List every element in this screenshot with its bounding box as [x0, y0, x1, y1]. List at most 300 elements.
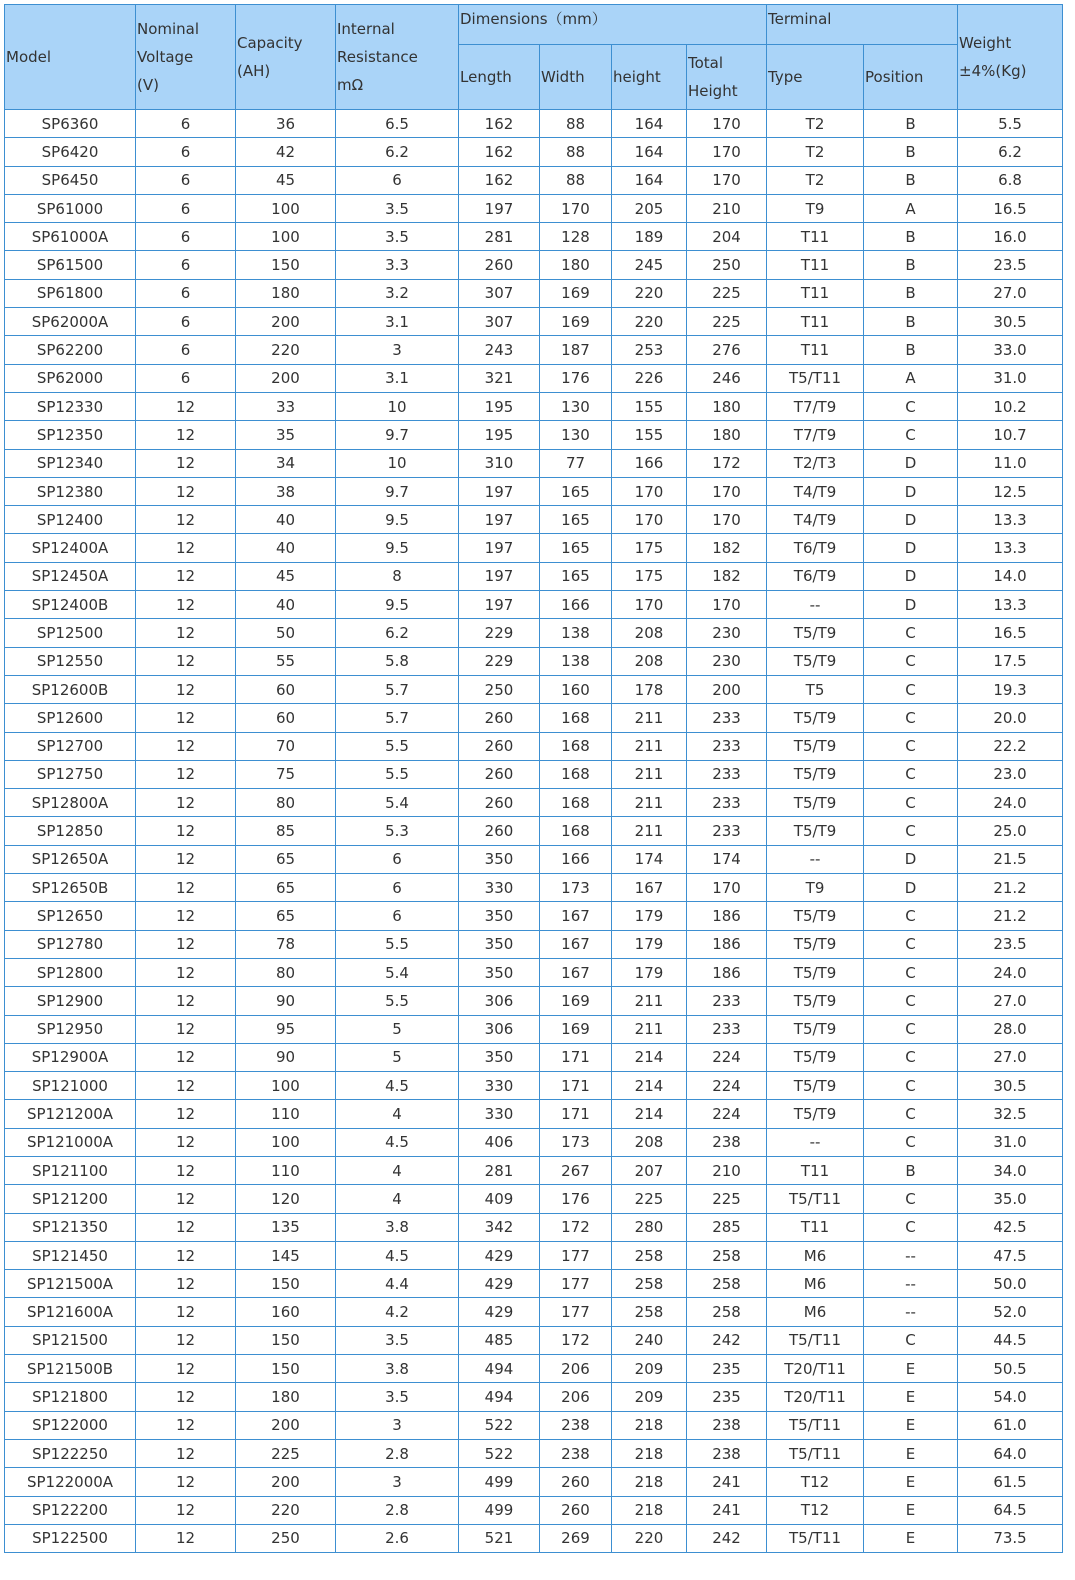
- cell-total-height: 170: [687, 477, 767, 505]
- table-row: [5, 874, 1063, 902]
- cell-weight: 13.3: [958, 506, 1063, 534]
- cell-internal-resistance: 5.7: [336, 675, 459, 703]
- cell-nominal-voltage: 12: [136, 1270, 236, 1298]
- cell-internal-resistance: 3.8: [336, 1213, 459, 1241]
- table-row: [5, 1298, 1063, 1326]
- header-dimensions: Dimensions（mm）: [459, 5, 767, 45]
- header-height: height: [612, 45, 687, 110]
- table-row: [5, 223, 1063, 251]
- table-row: [5, 704, 1063, 732]
- cell-model: SP12650B: [5, 874, 136, 902]
- cell-internal-resistance: 8: [336, 562, 459, 590]
- cell-model: SP12780: [5, 930, 136, 958]
- cell-width: 168: [540, 817, 612, 845]
- cell-width: 260: [540, 1496, 612, 1524]
- cell-weight: 61.5: [958, 1468, 1063, 1496]
- cell-terminal-type: T5/T9: [767, 1015, 864, 1043]
- table-row: [5, 675, 1063, 703]
- cell-total-height: 174: [687, 845, 767, 873]
- cell-nominal-voltage: 12: [136, 392, 236, 420]
- table-row: [5, 1383, 1063, 1411]
- table-row: [5, 1100, 1063, 1128]
- cell-internal-resistance: 3.1: [336, 308, 459, 336]
- cell-nominal-voltage: 12: [136, 647, 236, 675]
- cell-width: 168: [540, 789, 612, 817]
- cell-height: 211: [612, 732, 687, 760]
- header-length: Length: [459, 45, 540, 110]
- cell-model: SP12600B: [5, 675, 136, 703]
- cell-height: 208: [612, 647, 687, 675]
- cell-height: 280: [612, 1213, 687, 1241]
- cell-width: 88: [540, 166, 612, 194]
- cell-width: 171: [540, 1072, 612, 1100]
- cell-length: 429: [459, 1241, 540, 1269]
- cell-model: SP12750: [5, 760, 136, 788]
- cell-terminal-type: T5/T9: [767, 1100, 864, 1128]
- cell-model: SP12380: [5, 477, 136, 505]
- cell-width: 238: [540, 1439, 612, 1467]
- cell-width: 171: [540, 1043, 612, 1071]
- cell-length: 499: [459, 1468, 540, 1496]
- cell-internal-resistance: 4.4: [336, 1270, 459, 1298]
- cell-terminal-type: T5/T11: [767, 1439, 864, 1467]
- cell-weight: 16.5: [958, 619, 1063, 647]
- cell-model: SP12400A: [5, 534, 136, 562]
- cell-internal-resistance: 3.5: [336, 194, 459, 222]
- cell-internal-resistance: 5.5: [336, 930, 459, 958]
- cell-internal-resistance: 10: [336, 392, 459, 420]
- table-row: [5, 817, 1063, 845]
- cell-total-height: 235: [687, 1355, 767, 1383]
- cell-capacity: 100: [236, 194, 336, 222]
- cell-length: 406: [459, 1128, 540, 1156]
- cell-height: 211: [612, 987, 687, 1015]
- cell-weight: 11.0: [958, 449, 1063, 477]
- cell-terminal-type: T11: [767, 279, 864, 307]
- cell-total-height: 186: [687, 958, 767, 986]
- cell-model: SP6360: [5, 110, 136, 138]
- cell-nominal-voltage: 6: [136, 279, 236, 307]
- table-row: [5, 1072, 1063, 1100]
- cell-capacity: 180: [236, 1383, 336, 1411]
- cell-weight: 16.5: [958, 194, 1063, 222]
- cell-weight: 64.0: [958, 1439, 1063, 1467]
- table-row: [5, 138, 1063, 166]
- cell-length: 522: [459, 1439, 540, 1467]
- cell-nominal-voltage: 12: [136, 1213, 236, 1241]
- cell-nominal-voltage: 6: [136, 166, 236, 194]
- cell-total-height: 285: [687, 1213, 767, 1241]
- cell-total-height: 230: [687, 619, 767, 647]
- table-row: [5, 1411, 1063, 1439]
- cell-total-height: 210: [687, 1156, 767, 1184]
- cell-height: 179: [612, 902, 687, 930]
- cell-terminal-position: C: [864, 902, 958, 930]
- cell-model: SP121200A: [5, 1100, 136, 1128]
- cell-height: 208: [612, 619, 687, 647]
- cell-height: 170: [612, 591, 687, 619]
- cell-internal-resistance: 4: [336, 1100, 459, 1128]
- cell-internal-resistance: 5.4: [336, 789, 459, 817]
- cell-terminal-position: C: [864, 1072, 958, 1100]
- cell-total-height: 242: [687, 1326, 767, 1354]
- cell-nominal-voltage: 12: [136, 1100, 236, 1128]
- battery-spec-table: [4, 4, 1063, 1553]
- cell-height: 208: [612, 1128, 687, 1156]
- cell-width: 130: [540, 392, 612, 420]
- cell-total-height: 180: [687, 421, 767, 449]
- table-row: [5, 1213, 1063, 1241]
- cell-capacity: 34: [236, 449, 336, 477]
- cell-capacity: 150: [236, 251, 336, 279]
- cell-terminal-position: C: [864, 421, 958, 449]
- cell-height: 205: [612, 194, 687, 222]
- cell-weight: 23.5: [958, 930, 1063, 958]
- cell-terminal-type: T5/T9: [767, 1072, 864, 1100]
- cell-width: 267: [540, 1156, 612, 1184]
- cell-length: 307: [459, 308, 540, 336]
- cell-terminal-position: C: [864, 789, 958, 817]
- cell-total-height: 258: [687, 1298, 767, 1326]
- table-row: [5, 1355, 1063, 1383]
- cell-height: 189: [612, 223, 687, 251]
- cell-height: 164: [612, 138, 687, 166]
- cell-terminal-position: E: [864, 1524, 958, 1552]
- cell-length: 197: [459, 194, 540, 222]
- cell-width: 88: [540, 138, 612, 166]
- cell-terminal-position: C: [864, 930, 958, 958]
- cell-total-height: 224: [687, 1100, 767, 1128]
- cell-nominal-voltage: 12: [136, 1383, 236, 1411]
- cell-model: SP61500: [5, 251, 136, 279]
- cell-capacity: 80: [236, 789, 336, 817]
- cell-capacity: 120: [236, 1185, 336, 1213]
- table-row: [5, 1270, 1063, 1298]
- cell-internal-resistance: 5: [336, 1015, 459, 1043]
- cell-nominal-voltage: 12: [136, 1524, 236, 1552]
- cell-internal-resistance: 4: [336, 1185, 459, 1213]
- cell-terminal-type: T5/T9: [767, 760, 864, 788]
- cell-nominal-voltage: 12: [136, 760, 236, 788]
- table-row: [5, 534, 1063, 562]
- cell-terminal-position: B: [864, 251, 958, 279]
- cell-terminal-type: T11: [767, 1213, 864, 1241]
- cell-capacity: 60: [236, 675, 336, 703]
- cell-internal-resistance: 5.7: [336, 704, 459, 732]
- cell-model: SP12650: [5, 902, 136, 930]
- cell-length: 197: [459, 591, 540, 619]
- cell-terminal-type: T11: [767, 251, 864, 279]
- cell-terminal-position: D: [864, 534, 958, 562]
- cell-capacity: 200: [236, 308, 336, 336]
- cell-total-height: 170: [687, 874, 767, 902]
- cell-length: 260: [459, 704, 540, 732]
- cell-weight: 24.0: [958, 958, 1063, 986]
- cell-terminal-position: C: [864, 1100, 958, 1128]
- table-row: [5, 1156, 1063, 1184]
- cell-terminal-position: D: [864, 449, 958, 477]
- cell-height: 164: [612, 110, 687, 138]
- cell-width: 167: [540, 958, 612, 986]
- cell-width: 170: [540, 194, 612, 222]
- cell-nominal-voltage: 12: [136, 789, 236, 817]
- cell-terminal-position: C: [864, 619, 958, 647]
- cell-total-height: 233: [687, 789, 767, 817]
- cell-length: 330: [459, 1100, 540, 1128]
- cell-capacity: 35: [236, 421, 336, 449]
- cell-height: 245: [612, 251, 687, 279]
- cell-total-height: 258: [687, 1241, 767, 1269]
- cell-model: SP61000A: [5, 223, 136, 251]
- cell-length: 243: [459, 336, 540, 364]
- cell-capacity: 150: [236, 1326, 336, 1354]
- cell-capacity: 220: [236, 336, 336, 364]
- cell-weight: 10.2: [958, 392, 1063, 420]
- cell-width: 206: [540, 1355, 612, 1383]
- cell-terminal-type: T4/T9: [767, 506, 864, 534]
- cell-length: 229: [459, 647, 540, 675]
- cell-terminal-type: T11: [767, 1156, 864, 1184]
- cell-internal-resistance: 6: [336, 902, 459, 930]
- table-row: [5, 336, 1063, 364]
- cell-width: 172: [540, 1326, 612, 1354]
- table-row: [5, 562, 1063, 590]
- cell-capacity: 220: [236, 1496, 336, 1524]
- cell-nominal-voltage: 12: [136, 675, 236, 703]
- cell-terminal-position: C: [864, 1213, 958, 1241]
- table-row: [5, 364, 1063, 392]
- cell-weight: 14.0: [958, 562, 1063, 590]
- cell-capacity: 200: [236, 1411, 336, 1439]
- table-row: [5, 449, 1063, 477]
- cell-height: 214: [612, 1072, 687, 1100]
- cell-internal-resistance: 4.2: [336, 1298, 459, 1326]
- cell-nominal-voltage: 12: [136, 562, 236, 590]
- cell-nominal-voltage: 12: [136, 477, 236, 505]
- cell-width: 168: [540, 732, 612, 760]
- cell-height: 209: [612, 1355, 687, 1383]
- cell-terminal-position: B: [864, 279, 958, 307]
- table-row: [5, 760, 1063, 788]
- cell-terminal-type: T12: [767, 1496, 864, 1524]
- cell-capacity: 90: [236, 987, 336, 1015]
- cell-terminal-position: C: [864, 817, 958, 845]
- cell-nominal-voltage: 6: [136, 138, 236, 166]
- cell-capacity: 40: [236, 591, 336, 619]
- cell-nominal-voltage: 12: [136, 619, 236, 647]
- cell-weight: 5.5: [958, 110, 1063, 138]
- cell-total-height: 238: [687, 1411, 767, 1439]
- cell-nominal-voltage: 12: [136, 591, 236, 619]
- cell-model: SP6450: [5, 166, 136, 194]
- cell-weight: 30.5: [958, 1072, 1063, 1100]
- cell-internal-resistance: 9.7: [336, 421, 459, 449]
- cell-model: SP121350: [5, 1213, 136, 1241]
- cell-weight: 20.0: [958, 704, 1063, 732]
- cell-capacity: 65: [236, 874, 336, 902]
- table-row: [5, 251, 1063, 279]
- cell-terminal-position: B: [864, 138, 958, 166]
- cell-terminal-type: T2: [767, 138, 864, 166]
- cell-terminal-position: C: [864, 675, 958, 703]
- cell-nominal-voltage: 12: [136, 704, 236, 732]
- cell-terminal-type: T5: [767, 675, 864, 703]
- header-terminal-position: Position: [864, 45, 958, 110]
- cell-weight: 73.5: [958, 1524, 1063, 1552]
- cell-weight: 42.5: [958, 1213, 1063, 1241]
- cell-height: 218: [612, 1468, 687, 1496]
- cell-weight: 61.0: [958, 1411, 1063, 1439]
- cell-width: 130: [540, 421, 612, 449]
- cell-length: 197: [459, 534, 540, 562]
- cell-model: SP12800A: [5, 789, 136, 817]
- cell-total-height: 182: [687, 534, 767, 562]
- cell-capacity: 200: [236, 364, 336, 392]
- cell-model: SP12650A: [5, 845, 136, 873]
- cell-total-height: 241: [687, 1496, 767, 1524]
- table-row: [5, 619, 1063, 647]
- cell-length: 306: [459, 1015, 540, 1043]
- cell-terminal-position: C: [864, 392, 958, 420]
- cell-internal-resistance: 9.5: [336, 591, 459, 619]
- cell-length: 162: [459, 110, 540, 138]
- cell-length: 162: [459, 138, 540, 166]
- cell-nominal-voltage: 12: [136, 506, 236, 534]
- cell-internal-resistance: 4.5: [336, 1128, 459, 1156]
- cell-nominal-voltage: 12: [136, 534, 236, 562]
- cell-terminal-position: B: [864, 166, 958, 194]
- cell-height: 211: [612, 789, 687, 817]
- cell-length: 195: [459, 392, 540, 420]
- cell-model: SP6420: [5, 138, 136, 166]
- cell-capacity: 33: [236, 392, 336, 420]
- cell-total-height: 276: [687, 336, 767, 364]
- cell-width: 166: [540, 591, 612, 619]
- cell-internal-resistance: 6: [336, 845, 459, 873]
- cell-capacity: 60: [236, 704, 336, 732]
- cell-terminal-position: C: [864, 987, 958, 1015]
- cell-length: 260: [459, 732, 540, 760]
- cell-total-height: 224: [687, 1072, 767, 1100]
- cell-length: 350: [459, 845, 540, 873]
- cell-terminal-position: B: [864, 223, 958, 251]
- cell-terminal-type: T6/T9: [767, 562, 864, 590]
- cell-terminal-type: T2: [767, 110, 864, 138]
- cell-terminal-type: --: [767, 591, 864, 619]
- cell-weight: 23.0: [958, 760, 1063, 788]
- cell-width: 160: [540, 675, 612, 703]
- cell-total-height: 250: [687, 251, 767, 279]
- cell-terminal-position: C: [864, 958, 958, 986]
- cell-width: 173: [540, 1128, 612, 1156]
- cell-nominal-voltage: 12: [136, 1298, 236, 1326]
- cell-width: 171: [540, 1100, 612, 1128]
- cell-width: 177: [540, 1241, 612, 1269]
- table-row: [5, 506, 1063, 534]
- table-row: [5, 279, 1063, 307]
- table-row: [5, 1468, 1063, 1496]
- cell-terminal-position: C: [864, 647, 958, 675]
- cell-model: SP122500: [5, 1524, 136, 1552]
- cell-weight: 6.2: [958, 138, 1063, 166]
- cell-nominal-voltage: 12: [136, 1468, 236, 1496]
- cell-width: 176: [540, 364, 612, 392]
- cell-terminal-position: B: [864, 1156, 958, 1184]
- cell-internal-resistance: 3.5: [336, 223, 459, 251]
- table-row: [5, 1326, 1063, 1354]
- cell-height: 220: [612, 279, 687, 307]
- cell-nominal-voltage: 12: [136, 421, 236, 449]
- cell-height: 155: [612, 421, 687, 449]
- cell-internal-resistance: 3.5: [336, 1326, 459, 1354]
- cell-terminal-position: B: [864, 110, 958, 138]
- cell-total-height: 225: [687, 279, 767, 307]
- cell-weight: 21.2: [958, 874, 1063, 902]
- cell-model: SP121500: [5, 1326, 136, 1354]
- cell-height: 207: [612, 1156, 687, 1184]
- cell-model: SP12400: [5, 506, 136, 534]
- cell-weight: 13.3: [958, 591, 1063, 619]
- cell-nominal-voltage: 12: [136, 449, 236, 477]
- cell-width: 173: [540, 874, 612, 902]
- cell-height: 214: [612, 1043, 687, 1071]
- cell-weight: 31.0: [958, 364, 1063, 392]
- cell-width: 168: [540, 704, 612, 732]
- cell-model: SP12450A: [5, 562, 136, 590]
- table-row: [5, 647, 1063, 675]
- cell-capacity: 75: [236, 760, 336, 788]
- cell-weight: 13.3: [958, 534, 1063, 562]
- cell-weight: 54.0: [958, 1383, 1063, 1411]
- cell-height: 170: [612, 506, 687, 534]
- cell-model: SP121100: [5, 1156, 136, 1184]
- cell-width: 167: [540, 930, 612, 958]
- cell-capacity: 135: [236, 1213, 336, 1241]
- cell-length: 350: [459, 902, 540, 930]
- cell-model: SP12400B: [5, 591, 136, 619]
- cell-model: SP12700: [5, 732, 136, 760]
- cell-total-height: 170: [687, 110, 767, 138]
- cell-terminal-position: E: [864, 1355, 958, 1383]
- cell-width: 180: [540, 251, 612, 279]
- cell-width: 165: [540, 506, 612, 534]
- cell-model: SP12850: [5, 817, 136, 845]
- header-internal-resistance: Internal Resistance mΩ: [336, 5, 459, 110]
- table-row: [5, 1496, 1063, 1524]
- cell-total-height: 233: [687, 760, 767, 788]
- cell-weight: 6.8: [958, 166, 1063, 194]
- cell-terminal-type: T5/T11: [767, 1185, 864, 1213]
- table-row: [5, 166, 1063, 194]
- cell-length: 494: [459, 1383, 540, 1411]
- cell-capacity: 180: [236, 279, 336, 307]
- cell-length: 429: [459, 1270, 540, 1298]
- cell-capacity: 100: [236, 1128, 336, 1156]
- cell-total-height: 242: [687, 1524, 767, 1552]
- cell-nominal-voltage: 12: [136, 1043, 236, 1071]
- cell-terminal-type: T2: [767, 166, 864, 194]
- cell-nominal-voltage: 12: [136, 817, 236, 845]
- cell-weight: 32.5: [958, 1100, 1063, 1128]
- cell-nominal-voltage: 12: [136, 1072, 236, 1100]
- header-capacity: Capacity (AH): [236, 5, 336, 110]
- cell-weight: 50.5: [958, 1355, 1063, 1383]
- cell-height: 220: [612, 308, 687, 336]
- cell-width: 165: [540, 477, 612, 505]
- cell-terminal-type: T5/T11: [767, 1326, 864, 1354]
- cell-internal-resistance: 4: [336, 1156, 459, 1184]
- cell-model: SP12950: [5, 1015, 136, 1043]
